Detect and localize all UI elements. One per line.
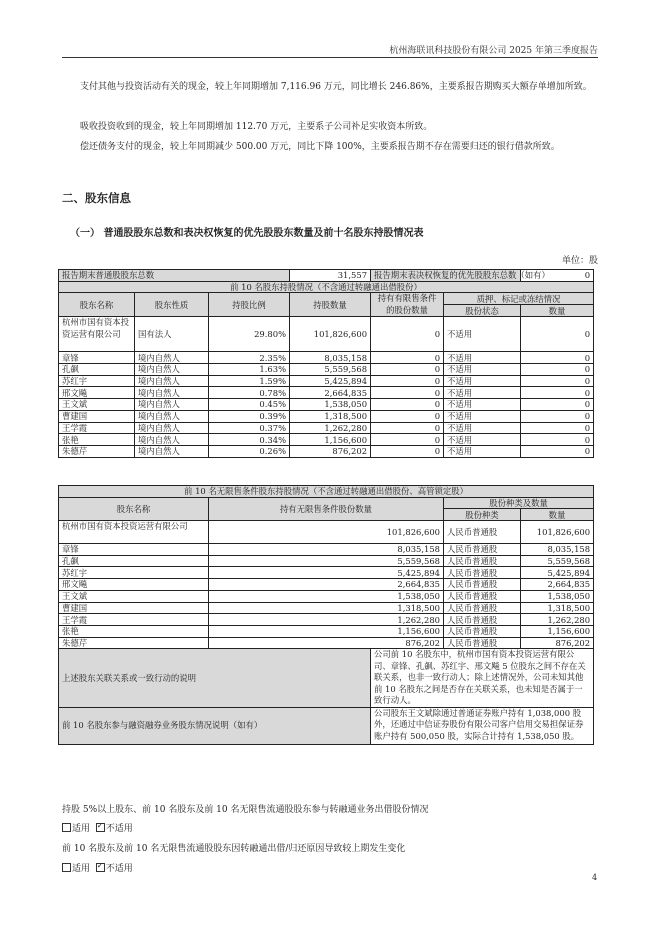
shareholder-name: 王文斌 [59, 399, 135, 411]
total-shareholders-value: 31,557 [290, 270, 371, 282]
not-applicable-checkbox[interactable] [96, 823, 105, 832]
shareholder-status: 不适用 [444, 364, 521, 376]
shareholder-ratio: 0.78% [209, 387, 290, 399]
not-applicable-label: 不适用 [105, 824, 133, 834]
share-kind: 人民币普通股 [444, 567, 521, 579]
shareholder-ratio: 0.45% [209, 399, 290, 411]
shareholder-nature: 境内自然人 [135, 399, 209, 411]
unrestricted-qty: 1,318,500 [209, 602, 444, 614]
section-title: 二、股东信息 [62, 191, 131, 205]
share-amount: 1,318,500 [521, 602, 594, 614]
unrestricted-qty: 5,559,568 [209, 555, 444, 567]
share-kind: 人民币普通股 [444, 614, 521, 626]
shareholder-status: 不适用 [444, 410, 521, 422]
shareholder-status: 不适用 [444, 387, 521, 399]
shareholder-ratio: 2.35% [209, 352, 290, 364]
unrestricted-qty: 5,425,894 [209, 567, 444, 579]
table-row [59, 375, 594, 387]
shareholder-name: 曹建国 [59, 602, 209, 614]
header-unrestricted: 持有无限售条件股份数量 [209, 497, 444, 520]
shareholder-amount: 0 [521, 399, 594, 411]
shareholder-status: 不适用 [444, 317, 521, 352]
shareholder-name: 朱德芹 [59, 637, 209, 649]
header-status: 股份状态 [444, 305, 521, 317]
applicable-checkbox[interactable] [62, 823, 71, 832]
shareholder-name: 苏红宇 [59, 375, 135, 387]
shareholder-restricted: 0 [371, 387, 444, 399]
top10-shareholders-table [58, 269, 594, 458]
shareholder-qty: 1,538,050 [290, 399, 371, 411]
margin-label: 前 10 名股东参与融资融券业务股东情况说明（如有） [59, 707, 371, 744]
shareholder-nature: 国有法人 [135, 317, 209, 352]
shareholder-nature: 境内自然人 [135, 375, 209, 387]
change-options [62, 861, 133, 874]
shareholder-qty: 8,035,158 [290, 352, 371, 364]
header-category: 股份种类及数量 [444, 497, 594, 509]
shareholder-qty: 1,156,600 [290, 434, 371, 446]
shareholder-restricted: 0 [371, 445, 444, 457]
shareholder-name: 杭州市国有资本投资运营有限公司 [59, 317, 135, 352]
share-kind: 人民币普通股 [444, 555, 521, 567]
unrestricted-qty: 1,538,050 [209, 590, 444, 602]
not-applicable-checkbox[interactable] [96, 863, 105, 872]
header-rule [62, 57, 598, 58]
shareholder-qty: 101,826,600 [290, 317, 371, 352]
applicable-checkbox[interactable] [62, 863, 71, 872]
shareholder-restricted: 0 [371, 434, 444, 446]
shareholder-ratio: 1.63% [209, 364, 290, 376]
unrestricted-qty: 2,664,835 [209, 579, 444, 591]
applicable-label: 适用 [72, 864, 91, 874]
shareholder-restricted: 0 [371, 317, 444, 352]
paragraph-investment-received: 吸收投资收到的现金，较上年同期增加 112.70 万元，主要系子公司补足实收资本所致。 [80, 122, 433, 132]
margin-row [59, 707, 594, 744]
share-amount: 1,156,600 [521, 625, 594, 637]
shareholder-amount: 0 [521, 352, 594, 364]
shareholder-status: 不适用 [444, 375, 521, 387]
share-kind: 人民币普通股 [444, 579, 521, 591]
header-pledge: 质押、标记或冻结情况 [444, 293, 594, 305]
table-row [59, 590, 594, 602]
shareholder-nature: 境内自然人 [135, 364, 209, 376]
share-kind: 人民币普通股 [444, 602, 521, 614]
shareholder-ratio: 0.26% [209, 445, 290, 457]
report-header: 杭州海联讯科技股份有限公司 2025 年第三季度报告 [389, 46, 598, 56]
table-row [59, 555, 594, 567]
shareholder-amount: 0 [521, 375, 594, 387]
table-row [59, 352, 594, 364]
shareholder-amount: 0 [521, 364, 594, 376]
shareholder-restricted: 0 [371, 399, 444, 411]
relation-text: 公司前 10 名股东中，杭州市国有资本投资运营有限公司、章锋、孔飙、苏红宇、邢文飚 5 位股东之间不存在关联关系，也非一致行动人；除上述情况外，公司未知其他前 10 名股东之间是否存在关联关系，也未知是否属于一致行动人。 [371, 649, 594, 708]
shareholder-restricted: 0 [371, 352, 444, 364]
top10-title: 前 10 名股东持股情况（不含通过转融通出借股份） [59, 281, 594, 293]
shareholder-name: 杭州市国有资本投资运营有限公司 [59, 521, 209, 544]
shareholder-amount: 0 [521, 317, 594, 352]
shareholder-qty: 1,318,500 [290, 410, 371, 422]
shareholder-status: 不适用 [444, 434, 521, 446]
share-amount: 101,826,600 [521, 521, 594, 544]
share-amount: 1,262,280 [521, 614, 594, 626]
share-amount: 1,538,050 [521, 590, 594, 602]
paragraph-investing-payments: 支付其他与投资活动有关的现金，较上年同期增加 7,116.96 万元，同比增长 246.86%，主要系报告期购买大额存单增加所致。 [80, 82, 592, 92]
shareholder-name: 王文斌 [59, 590, 209, 602]
share-kind: 人民币普通股 [444, 544, 521, 556]
shareholder-status: 不适用 [444, 445, 521, 457]
shareholder-name: 苏红宇 [59, 567, 209, 579]
table-row [59, 422, 594, 434]
unrestricted-qty: 101,826,600 [209, 521, 444, 544]
table-row [59, 410, 594, 422]
shareholder-name: 张艳 [59, 625, 209, 637]
table-row [59, 602, 594, 614]
shareholder-ratio: 0.39% [209, 410, 290, 422]
shareholder-amount: 0 [521, 422, 594, 434]
header-amount: 数量 [521, 305, 594, 317]
header-qty: 持股数量 [290, 293, 371, 317]
header-ratio: 持股比例 [209, 293, 290, 317]
shareholder-name: 王学霞 [59, 614, 209, 626]
lending-note: 持股 5%以上股东、前 10 名股东及前 10 名无限售流通股股东参与转融通业务出借股份情况 [62, 805, 429, 815]
shareholder-name: 邢文飚 [59, 579, 209, 591]
shareholder-nature: 境内自然人 [135, 352, 209, 364]
unrestricted-qty: 876,202 [209, 637, 444, 649]
shareholder-name: 曹建国 [59, 410, 135, 422]
header-nature: 股东性质 [135, 293, 209, 317]
lending-options [62, 821, 133, 834]
shareholder-nature: 境内自然人 [135, 410, 209, 422]
header-amount: 数量 [521, 509, 594, 521]
unrestricted-title: 前 10 名无限售条件股东持股情况（不含通过转融通出借股份、高管锁定股） [59, 486, 594, 498]
shareholder-restricted: 0 [371, 375, 444, 387]
shareholder-amount: 0 [521, 445, 594, 457]
table-row [59, 637, 594, 649]
paragraph-debt-repayment: 偿还债务支付的现金，较上年同期减少 500.00 万元，同比下降 100%，主要系报告期不存在需要归还的银行借款所致。 [80, 142, 560, 152]
share-kind: 人民币普通股 [444, 625, 521, 637]
shareholder-ratio: 0.34% [209, 434, 290, 446]
share-amount: 5,425,894 [521, 567, 594, 579]
top10-unrestricted-table [58, 485, 594, 745]
shareholder-name: 王学霞 [59, 422, 135, 434]
shareholder-name: 孔飙 [59, 364, 135, 376]
table-row [59, 625, 594, 637]
shareholder-ratio: 0.37% [209, 422, 290, 434]
share-kind: 人民币普通股 [444, 590, 521, 602]
shareholder-status: 不适用 [444, 422, 521, 434]
total-shareholders-label: 报告期末普通股股东总数 [59, 270, 290, 282]
shareholder-amount: 0 [521, 434, 594, 446]
share-amount: 2,664,835 [521, 579, 594, 591]
table-row [59, 364, 594, 376]
shareholder-ratio: 29.80% [209, 317, 290, 352]
shareholder-restricted: 0 [371, 410, 444, 422]
preferred-shareholders-value: 0 [521, 270, 594, 282]
share-kind: 人民币普通股 [444, 521, 521, 544]
shareholder-qty: 5,559,568 [290, 364, 371, 376]
shareholder-name: 孔飙 [59, 555, 209, 567]
relation-label: 上述股东关联关系或一致行动的说明 [59, 649, 371, 708]
shareholder-nature: 境内自然人 [135, 445, 209, 457]
shareholder-status: 不适用 [444, 352, 521, 364]
table-row [59, 387, 594, 399]
shareholder-amount: 0 [521, 410, 594, 422]
shareholder-ratio: 1.59% [209, 375, 290, 387]
share-amount: 8,035,158 [521, 544, 594, 556]
table-row [59, 317, 594, 352]
shareholder-qty: 5,425,894 [290, 375, 371, 387]
header-name: 股东名称 [59, 497, 209, 520]
summary-row [59, 270, 594, 282]
shareholder-restricted: 0 [371, 422, 444, 434]
shareholder-name: 章锋 [59, 544, 209, 556]
share-amount: 5,559,568 [521, 555, 594, 567]
page-number: 4 [592, 873, 598, 882]
shareholder-nature: 境内自然人 [135, 422, 209, 434]
table-row [59, 544, 594, 556]
table-row [59, 434, 594, 446]
unit-label: 单位：股 [561, 256, 598, 266]
relation-row [59, 649, 594, 708]
shareholder-nature: 境内自然人 [135, 387, 209, 399]
table-row [59, 521, 594, 544]
table-row [59, 614, 594, 626]
shareholder-name: 邢文飚 [59, 387, 135, 399]
unrestricted-qty: 1,156,600 [209, 625, 444, 637]
preferred-shareholders-label: 报告期末表决权恢复的优先股股东总数（如有） [371, 270, 521, 282]
shareholder-qty: 2,664,835 [290, 387, 371, 399]
not-applicable-label: 不适用 [105, 864, 133, 874]
table-row [59, 579, 594, 591]
header-restricted: 持有有限售条件的股份数量 [371, 293, 444, 317]
shareholder-qty: 1,262,280 [290, 422, 371, 434]
margin-text: 公司股东王文斌除通过普通证券账户持有 1,038,000 股外，还通过中信证券股份有限公司客户信用交易担保证券账户持有 500,050 股，实际合计持有 1,538,050 股。 [371, 707, 594, 744]
shareholder-nature: 境内自然人 [135, 434, 209, 446]
shareholder-restricted: 0 [371, 364, 444, 376]
change-note: 前 10 名股东及前 10 名无限售流通股股东因转融通出借/归还原因导致较上期发生变化 [62, 844, 406, 854]
shareholder-qty: 876,202 [290, 445, 371, 457]
shareholder-name: 章锋 [59, 352, 135, 364]
header-name: 股东名称 [59, 293, 135, 317]
shareholder-name: 朱德芹 [59, 445, 135, 457]
table-row [59, 567, 594, 579]
share-amount: 876,202 [521, 637, 594, 649]
header-kind: 股份种类 [444, 509, 521, 521]
unrestricted-qty: 8,035,158 [209, 544, 444, 556]
shareholder-amount: 0 [521, 387, 594, 399]
shareholder-name: 张艳 [59, 434, 135, 446]
shareholder-status: 不适用 [444, 399, 521, 411]
table-row [59, 445, 594, 457]
subsection-title: （一） 普通股股东总数和表决权恢复的优先股股东数量及前十名股东持股情况表 [70, 228, 424, 239]
unrestricted-qty: 1,262,280 [209, 614, 444, 626]
applicable-label: 适用 [72, 824, 91, 834]
table-row [59, 399, 594, 411]
share-kind: 人民币普通股 [444, 637, 521, 649]
